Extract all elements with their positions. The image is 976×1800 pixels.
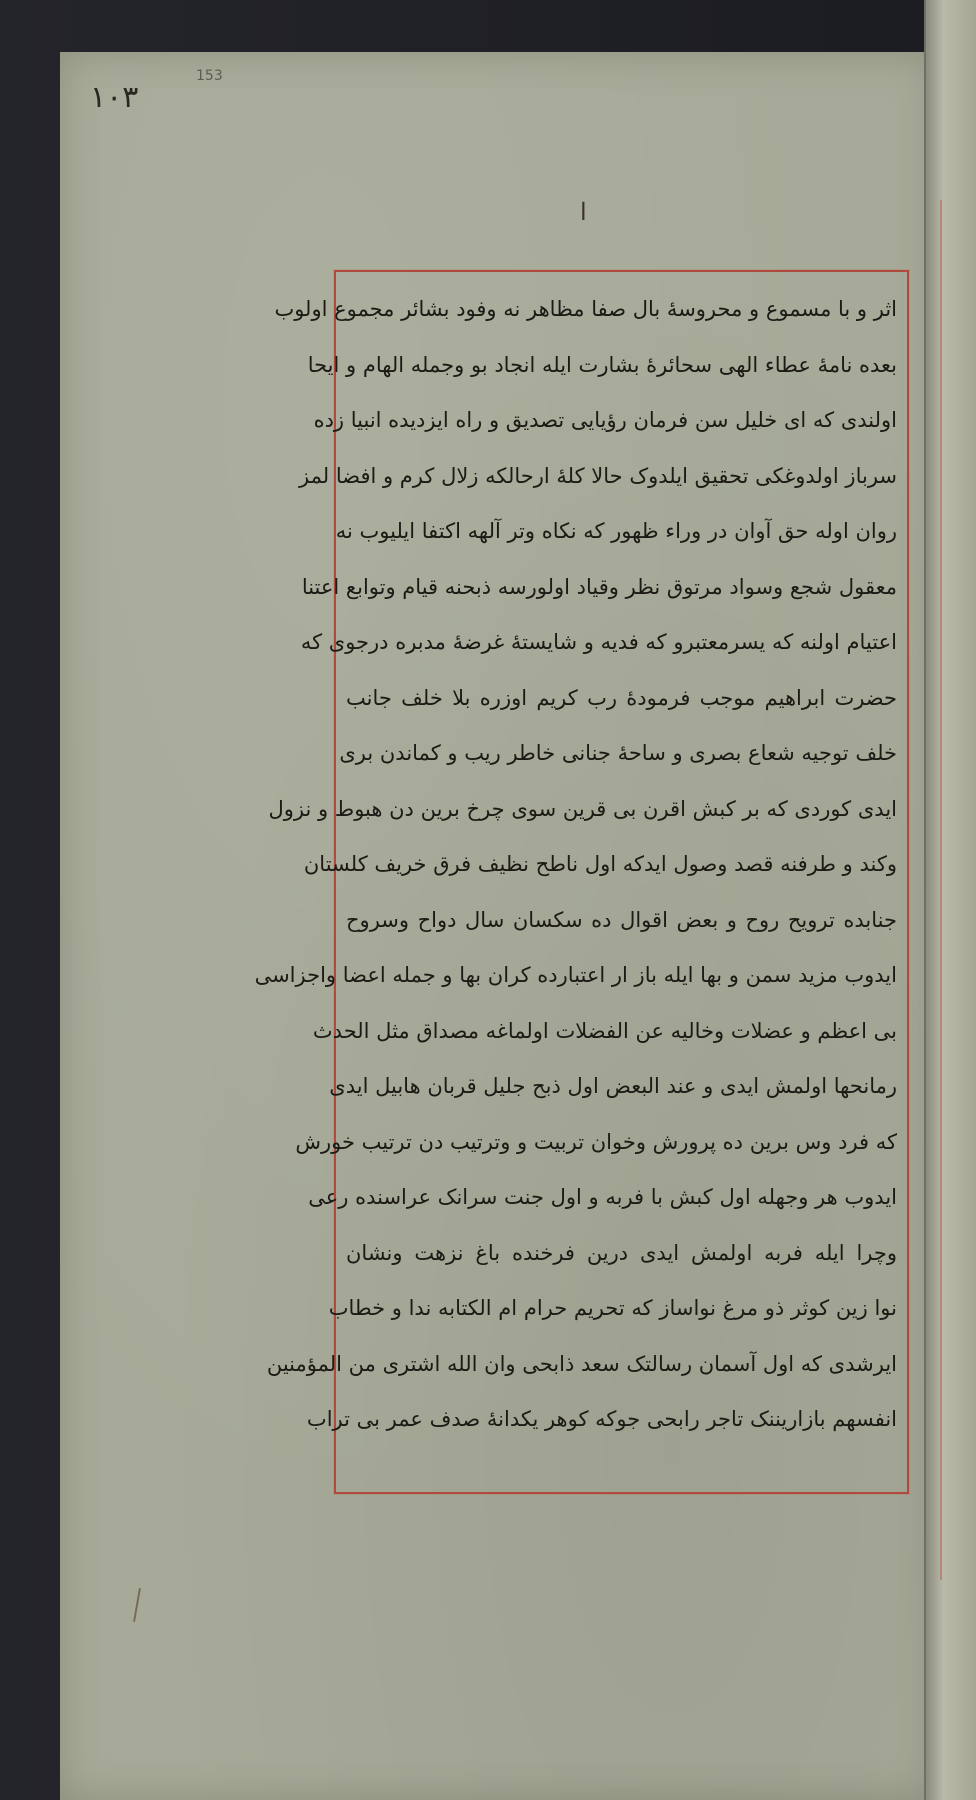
text-line: اثر و با مسموع و محروسهٔ بال صفا مظاهر نه وفود بشائر مجموع اولوب bbox=[274, 297, 897, 321]
folio-number: ١٠٣ bbox=[90, 80, 139, 115]
top-mark: ا bbox=[580, 198, 587, 226]
text-line: نوا زین کوثر ذو مرغ نواساز که تحریم حرام ام الکتابه ندا و خطاب bbox=[328, 1296, 897, 1320]
text-line: ایدوب مزید سمن و بها ایله باز ار اعتبارده کران بها و جمله اعضا واجزاسی bbox=[254, 963, 897, 987]
next-page-edge bbox=[924, 0, 976, 1800]
next-page-frame-rule bbox=[940, 200, 942, 1580]
text-line: که فرد وس برین ده پرورش وخوان تربیت و وترتیب دن ترتیب خورش bbox=[295, 1129, 897, 1154]
text-line: انفسهم بازاریننک تاجر رابحی جوکه کوهر یکدانهٔ صدف عمر بی تراب bbox=[306, 1407, 897, 1431]
text-line: حضرت ابراهیم موجب فرمودهٔ رب کریم اوزره بلا خلف جانب bbox=[346, 685, 897, 710]
text-line: روان اوله حق آوان در وراء ظهور که نکاه وتر آلهه اکتفا ایلیوب نه bbox=[335, 519, 897, 543]
folio-pencil-number: 153 bbox=[196, 68, 223, 84]
text-frame bbox=[254, 270, 909, 1494]
text-line: ایرشدی که اول آسمان رسالتک سعد ذابحی وان الله اشتری من المؤمنین bbox=[266, 1351, 897, 1376]
text-line: اعتیام اولنه که یسرمعتبرو که فدیه و شایستهٔ غرضهٔ مدبره درجوی که bbox=[300, 630, 897, 654]
text-line: وکند و طرفنه قصد وصول ایدکه اول ناطح نظیف فرق خریف کلستان bbox=[303, 852, 897, 876]
text-line: اولندی که ای خلیل سن فرمان رؤیایی تصدیق و راه ایزدیده انبیا زده bbox=[313, 408, 897, 432]
text-line: ایدی کوردی که بر کبش اقرن بی قرین سوی چرخ برین دن هبوط و نزول bbox=[268, 796, 897, 821]
text-line: سرباز اولدوغکی تحقیق ایلدوک حالا کلهٔ ارحالکه زلال کرم و افضا لمز bbox=[299, 463, 897, 488]
text-line: جنابده ترویح روح و بعض اقوال ده سکسان سال دواح وسروح bbox=[346, 907, 897, 932]
text-line: بعده نامهٔ عطاء الهی سحائرهٔ بشارت ایله انجاد بو وجمله الهام و ایحا bbox=[307, 352, 897, 377]
text-line: بی اعظم و عضلات وخالیه عن الفضلات اولماغه مصداق مثل الحدث bbox=[312, 1018, 897, 1043]
text-line: خلف توجیه شعاع بصری و ساحهٔ جنانی خاطر ریب و کماندن بری bbox=[339, 741, 897, 765]
text-line: وچرا ایله فربه اولمش ایدی درین فرخنده باغ نزهت ونشان bbox=[346, 1240, 897, 1265]
text-block bbox=[254, 282, 897, 1482]
text-line: ایدوب هر وجهله اول کبش با فربه و اول جنت سرانک عراسنده رعی bbox=[308, 1185, 897, 1209]
text-line: رمانحها اولمش ایدی و عند البعض اول ذبح جلیل قربان هابیل ایدی bbox=[329, 1074, 897, 1098]
text-line: معقول شجع وسواد مرتوق نظر وقیاد اولورسه ذبحنه قیام وتوابع اعتنا bbox=[301, 574, 897, 599]
